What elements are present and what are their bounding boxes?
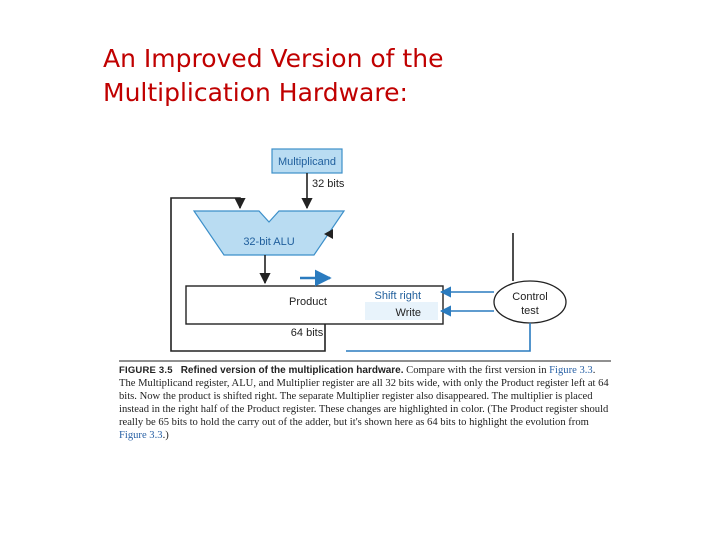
product-width-label: 64 bits: [290, 327, 324, 339]
product-label: Product: [289, 296, 327, 308]
control-alu-path: [346, 323, 530, 351]
caption-figure-link-1[interactable]: Figure 3.3: [549, 365, 593, 376]
caption-figure-title: Refined version of the multiplication hardware.: [180, 365, 404, 376]
control-label-line1: Control: [512, 291, 548, 303]
caption-figure-number: FIGURE 3.5: [119, 365, 173, 376]
write-label: Write: [395, 307, 421, 319]
shift-right-label: Shift right: [374, 290, 421, 302]
alu-shape: [194, 211, 344, 255]
multiplicand-label: Multiplicand: [277, 156, 337, 168]
alu-label: 32-bit ALU: [243, 236, 295, 248]
caption-figure-link-2[interactable]: Figure 3.3: [119, 430, 163, 441]
control-label-line2: test: [521, 305, 539, 317]
caption-text-2: . The Multiplicand register, ALU, and Multiplier register are all 32 bits wide, with only the Product register left at 64 bits. Now the product is shifted right. The separate Multiplier register also disappeared. The multiplier is placed instead in the right half of the Product register. These changes are highlighted in color. (The Product register should really be 65 bits to hold the carry out of the adder, but it's shown here as 64 bits to highlight the evolution from: [119, 365, 609, 428]
caption-text-1: Compare with the first version in: [403, 365, 550, 376]
title-line-1: An Improved Version of the: [103, 44, 444, 73]
multiplicand-width-label: 32 bits: [312, 178, 345, 190]
caption-text-3: .): [162, 430, 169, 441]
title-line-2: Multiplication Hardware:: [103, 78, 408, 107]
figure-caption: [119, 364, 611, 442]
